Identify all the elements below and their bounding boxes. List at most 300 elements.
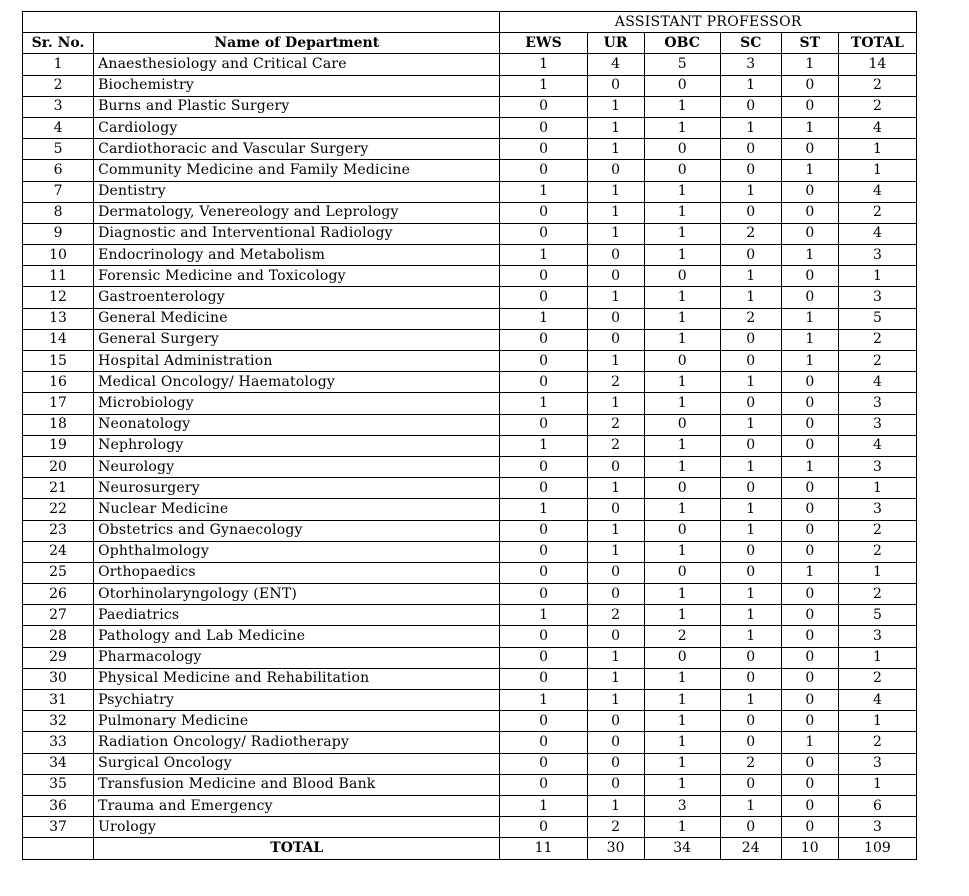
cell-total: 1 [838,711,916,732]
cell-obc: 1 [644,435,720,456]
cell-obc: 1 [644,117,720,138]
cell-ews: 1 [500,181,587,202]
cell-st: 0 [781,393,838,414]
cell-department-name: Cardiothoracic and Vascular Surgery [94,139,500,160]
cell-ur: 0 [587,774,644,795]
cell-total: 1 [838,266,916,287]
cell-sc: 2 [720,753,781,774]
cell-ur: 0 [587,160,644,181]
cell-st: 0 [781,139,838,160]
cell-sr-no: 36 [23,795,94,816]
cell-sr-no: 35 [23,774,94,795]
cell-ur: 1 [587,690,644,711]
cell-sr-no: 17 [23,393,94,414]
column-header-sr-no: Sr. No. [23,33,94,54]
cell-sc: 0 [720,393,781,414]
cell-ur: 1 [587,393,644,414]
cell-obc: 0 [644,647,720,668]
total-ur: 30 [587,838,644,859]
table-row [23,795,917,816]
cell-sc: 0 [720,160,781,181]
cell-total: 2 [838,584,916,605]
table-row [23,690,917,711]
cell-ews: 0 [500,584,587,605]
cell-st: 1 [781,308,838,329]
cell-obc: 1 [644,753,720,774]
cell-total: 1 [838,774,916,795]
cell-obc: 0 [644,520,720,541]
cell-total: 1 [838,478,916,499]
cell-ews: 0 [500,626,587,647]
table-row [23,456,917,477]
table-row [23,711,917,732]
cell-ur: 1 [587,478,644,499]
cell-sc: 0 [720,774,781,795]
cell-ur: 1 [587,181,644,202]
table-row [23,414,917,435]
cell-department-name: Obstetrics and Gynaecology [94,520,500,541]
cell-obc: 1 [644,711,720,732]
table-row [23,753,917,774]
table-row [23,499,917,520]
cell-st: 1 [781,54,838,75]
cell-sr-no: 1 [23,54,94,75]
assistant-professor-vacancy-table [22,11,917,860]
cell-sr-no: 29 [23,647,94,668]
cell-st: 0 [781,266,838,287]
cell-st: 1 [781,732,838,753]
cell-st: 0 [781,711,838,732]
cell-total: 4 [838,690,916,711]
cell-sr-no: 2 [23,75,94,96]
cell-sc: 2 [720,308,781,329]
cell-st: 1 [781,329,838,350]
table-row [23,139,917,160]
cell-total: 3 [838,499,916,520]
cell-ews: 0 [500,266,587,287]
cell-total: 1 [838,139,916,160]
cell-obc: 0 [644,139,720,160]
cell-ur: 0 [587,329,644,350]
cell-obc: 1 [644,181,720,202]
cell-sc: 0 [720,541,781,562]
cell-total: 4 [838,223,916,244]
cell-st: 0 [781,774,838,795]
cell-ur: 0 [587,584,644,605]
cell-st: 0 [781,223,838,244]
table-row [23,562,917,583]
cell-ews: 1 [500,435,587,456]
cell-sc: 1 [720,499,781,520]
cell-st: 0 [781,96,838,117]
cell-ews: 0 [500,817,587,838]
cell-obc: 1 [644,329,720,350]
cell-st: 0 [781,372,838,393]
cell-ews: 0 [500,117,587,138]
cell-ews: 0 [500,160,587,181]
cell-obc: 3 [644,795,720,816]
table-row [23,75,917,96]
cell-st: 0 [781,435,838,456]
cell-obc: 1 [644,456,720,477]
cell-ur: 1 [587,287,644,308]
total-row [23,838,917,859]
cell-st: 0 [781,795,838,816]
cell-sc: 1 [720,266,781,287]
cell-sc: 0 [720,562,781,583]
cell-obc: 0 [644,266,720,287]
cell-sc: 0 [720,139,781,160]
cell-sr-no: 23 [23,520,94,541]
table-row [23,181,917,202]
cell-ur: 0 [587,732,644,753]
table-row [23,202,917,223]
table-row [23,584,917,605]
cell-total: 2 [838,668,916,689]
cell-sr-no: 31 [23,690,94,711]
table-row [23,626,917,647]
column-header-st: ST [781,33,838,54]
cell-department-name: Pathology and Lab Medicine [94,626,500,647]
cell-sr-no: 22 [23,499,94,520]
cell-obc: 1 [644,287,720,308]
cell-ews: 0 [500,202,587,223]
column-header-ews: EWS [500,33,587,54]
cell-st: 0 [781,668,838,689]
cell-department-name: Cardiology [94,117,500,138]
cell-total: 2 [838,329,916,350]
cell-ur: 1 [587,520,644,541]
cell-ews: 1 [500,605,587,626]
cell-sr-no: 20 [23,456,94,477]
cell-sr-no: 18 [23,414,94,435]
cell-ur: 0 [587,456,644,477]
cell-st: 0 [781,626,838,647]
cell-ur: 1 [587,668,644,689]
cell-total: 1 [838,647,916,668]
cell-sc: 1 [720,584,781,605]
cell-ews: 1 [500,499,587,520]
cell-sr-no: 13 [23,308,94,329]
cell-sc: 1 [720,75,781,96]
cell-sr-no: 15 [23,351,94,372]
cell-obc: 1 [644,605,720,626]
cell-total: 2 [838,520,916,541]
total-row-label: TOTAL [94,838,500,859]
cell-ur: 1 [587,541,644,562]
cell-st: 0 [781,690,838,711]
cell-sc: 0 [720,711,781,732]
cell-department-name: Urology [94,817,500,838]
cell-sc: 1 [720,605,781,626]
cell-obc: 0 [644,75,720,96]
table-row [23,266,917,287]
cell-sc: 0 [720,245,781,266]
cell-ur: 1 [587,351,644,372]
cell-st: 0 [781,181,838,202]
cell-department-name: Ophthalmology [94,541,500,562]
cell-ur: 4 [587,54,644,75]
cell-department-name: Medical Oncology/ Haematology [94,372,500,393]
cell-sc: 1 [720,287,781,308]
cell-department-name: Microbiology [94,393,500,414]
group-header-assistant-professor: ASSISTANT PROFESSOR [500,12,917,33]
cell-st: 0 [781,520,838,541]
cell-total: 2 [838,732,916,753]
table-row [23,541,917,562]
cell-sc: 1 [720,456,781,477]
cell-sc: 0 [720,435,781,456]
cell-st: 0 [781,287,838,308]
cell-total: 3 [838,817,916,838]
cell-obc: 0 [644,414,720,435]
cell-department-name: Dentistry [94,181,500,202]
cell-total: 3 [838,456,916,477]
table-row [23,605,917,626]
table-row [23,117,917,138]
cell-ur: 0 [587,75,644,96]
cell-sr-no: 9 [23,223,94,244]
cell-sc: 0 [720,96,781,117]
cell-department-name: Neurosurgery [94,478,500,499]
cell-ews: 0 [500,541,587,562]
cell-sr-no: 10 [23,245,94,266]
cell-st: 0 [781,414,838,435]
cell-st: 0 [781,584,838,605]
cell-sr-no: 7 [23,181,94,202]
cell-sc: 0 [720,478,781,499]
total-total: 109 [838,838,916,859]
cell-ews: 0 [500,96,587,117]
column-header-department: Name of Department [94,33,500,54]
cell-ews: 1 [500,245,587,266]
cell-total: 3 [838,245,916,266]
cell-ur: 1 [587,96,644,117]
cell-total: 3 [838,414,916,435]
cell-sr-no: 24 [23,541,94,562]
cell-sc: 1 [720,520,781,541]
cell-department-name: Paediatrics [94,605,500,626]
cell-total: 3 [838,393,916,414]
cell-sc: 1 [720,795,781,816]
cell-department-name: Endocrinology and Metabolism [94,245,500,266]
cell-st: 0 [781,499,838,520]
column-header-total: TOTAL [838,33,916,54]
cell-obc: 1 [644,96,720,117]
cell-sr-no: 28 [23,626,94,647]
column-header-row [23,33,917,54]
cell-st: 0 [781,541,838,562]
cell-ur: 2 [587,605,644,626]
cell-sc: 0 [720,202,781,223]
cell-ews: 1 [500,75,587,96]
cell-department-name: Biochemistry [94,75,500,96]
table-row [23,54,917,75]
cell-sr-no: 37 [23,817,94,838]
cell-department-name: General Medicine [94,308,500,329]
cell-total: 2 [838,96,916,117]
table-row [23,96,917,117]
cell-total: 4 [838,181,916,202]
table-row [23,223,917,244]
cell-ur: 1 [587,795,644,816]
cell-total: 5 [838,605,916,626]
table-row [23,393,917,414]
cell-obc: 1 [644,584,720,605]
cell-sc: 1 [720,117,781,138]
table-row [23,351,917,372]
cell-ews: 1 [500,690,587,711]
cell-obc: 1 [644,308,720,329]
table-row [23,372,917,393]
cell-department-name: Pharmacology [94,647,500,668]
cell-sr-no: 27 [23,605,94,626]
cell-total: 3 [838,753,916,774]
cell-st: 0 [781,817,838,838]
cell-ews: 0 [500,774,587,795]
total-sc: 24 [720,838,781,859]
cell-department-name: Physical Medicine and Rehabilitation [94,668,500,689]
cell-ews: 0 [500,520,587,541]
cell-department-name: Anaesthesiology and Critical Care [94,54,500,75]
cell-sr-no: 25 [23,562,94,583]
cell-ur: 1 [587,117,644,138]
cell-department-name: Community Medicine and Family Medicine [94,160,500,181]
cell-obc: 1 [644,372,720,393]
cell-obc: 1 [644,499,720,520]
cell-st: 1 [781,245,838,266]
cell-sr-no: 14 [23,329,94,350]
cell-obc: 1 [644,393,720,414]
cell-ur: 0 [587,499,644,520]
cell-obc: 2 [644,626,720,647]
cell-sc: 1 [720,372,781,393]
cell-sr-no: 8 [23,202,94,223]
cell-department-name: Otorhinolaryngology (ENT) [94,584,500,605]
cell-st: 0 [781,605,838,626]
cell-sc: 3 [720,54,781,75]
cell-ur: 2 [587,435,644,456]
cell-ur: 0 [587,245,644,266]
cell-total: 1 [838,160,916,181]
cell-ews: 0 [500,478,587,499]
table-row [23,647,917,668]
cell-obc: 1 [644,202,720,223]
cell-obc: 1 [644,668,720,689]
cell-obc: 1 [644,541,720,562]
table-row [23,478,917,499]
cell-ews: 0 [500,351,587,372]
cell-department-name: Dermatology, Venereology and Leprology [94,202,500,223]
cell-ews: 0 [500,711,587,732]
cell-department-name: Orthopaedics [94,562,500,583]
cell-total: 2 [838,541,916,562]
cell-total: 4 [838,435,916,456]
cell-sr-no: 6 [23,160,94,181]
cell-st: 0 [781,202,838,223]
table-row [23,817,917,838]
cell-ews: 1 [500,393,587,414]
cell-obc: 0 [644,478,720,499]
cell-sr-no: 32 [23,711,94,732]
column-header-ur: UR [587,33,644,54]
cell-ews: 0 [500,287,587,308]
cell-st: 0 [781,753,838,774]
cell-sc: 0 [720,817,781,838]
cell-ews: 0 [500,668,587,689]
cell-ur: 0 [587,711,644,732]
cell-ur: 0 [587,266,644,287]
cell-st: 0 [781,478,838,499]
cell-sr-no: 5 [23,139,94,160]
total-row-blank [23,838,94,859]
cell-ur: 2 [587,817,644,838]
cell-ur: 0 [587,308,644,329]
cell-st: 0 [781,75,838,96]
cell-total: 4 [838,372,916,393]
cell-total: 2 [838,75,916,96]
total-st: 10 [781,838,838,859]
cell-sc: 0 [720,732,781,753]
cell-sr-no: 3 [23,96,94,117]
cell-sc: 0 [720,329,781,350]
cell-st: 1 [781,351,838,372]
cell-department-name: Burns and Plastic Surgery [94,96,500,117]
cell-sr-no: 19 [23,435,94,456]
cell-ews: 0 [500,329,587,350]
cell-ur: 1 [587,647,644,668]
cell-ews: 0 [500,414,587,435]
cell-obc: 0 [644,562,720,583]
cell-obc: 1 [644,245,720,266]
cell-st: 0 [781,647,838,668]
cell-sc: 0 [720,351,781,372]
cell-obc: 1 [644,774,720,795]
cell-sr-no: 12 [23,287,94,308]
column-header-obc: OBC [644,33,720,54]
cell-department-name: Neurology [94,456,500,477]
table-row [23,732,917,753]
cell-sc: 1 [720,690,781,711]
cell-obc: 5 [644,54,720,75]
column-header-sc: SC [720,33,781,54]
table-body [23,54,917,838]
table-row [23,435,917,456]
cell-ur: 0 [587,562,644,583]
cell-ur: 1 [587,139,644,160]
table-row [23,245,917,266]
table-row [23,774,917,795]
cell-sr-no: 30 [23,668,94,689]
cell-sc: 2 [720,223,781,244]
table-row [23,329,917,350]
table-row [23,160,917,181]
cell-sr-no: 26 [23,584,94,605]
cell-total: 4 [838,117,916,138]
cell-sr-no: 34 [23,753,94,774]
table-row [23,520,917,541]
cell-department-name: Diagnostic and Interventional Radiology [94,223,500,244]
cell-sc: 1 [720,181,781,202]
cell-obc: 0 [644,160,720,181]
cell-department-name: General Surgery [94,329,500,350]
cell-total: 6 [838,795,916,816]
cell-ews: 0 [500,372,587,393]
cell-obc: 1 [644,732,720,753]
cell-total: 3 [838,287,916,308]
cell-department-name: Trauma and Emergency [94,795,500,816]
table-row [23,287,917,308]
